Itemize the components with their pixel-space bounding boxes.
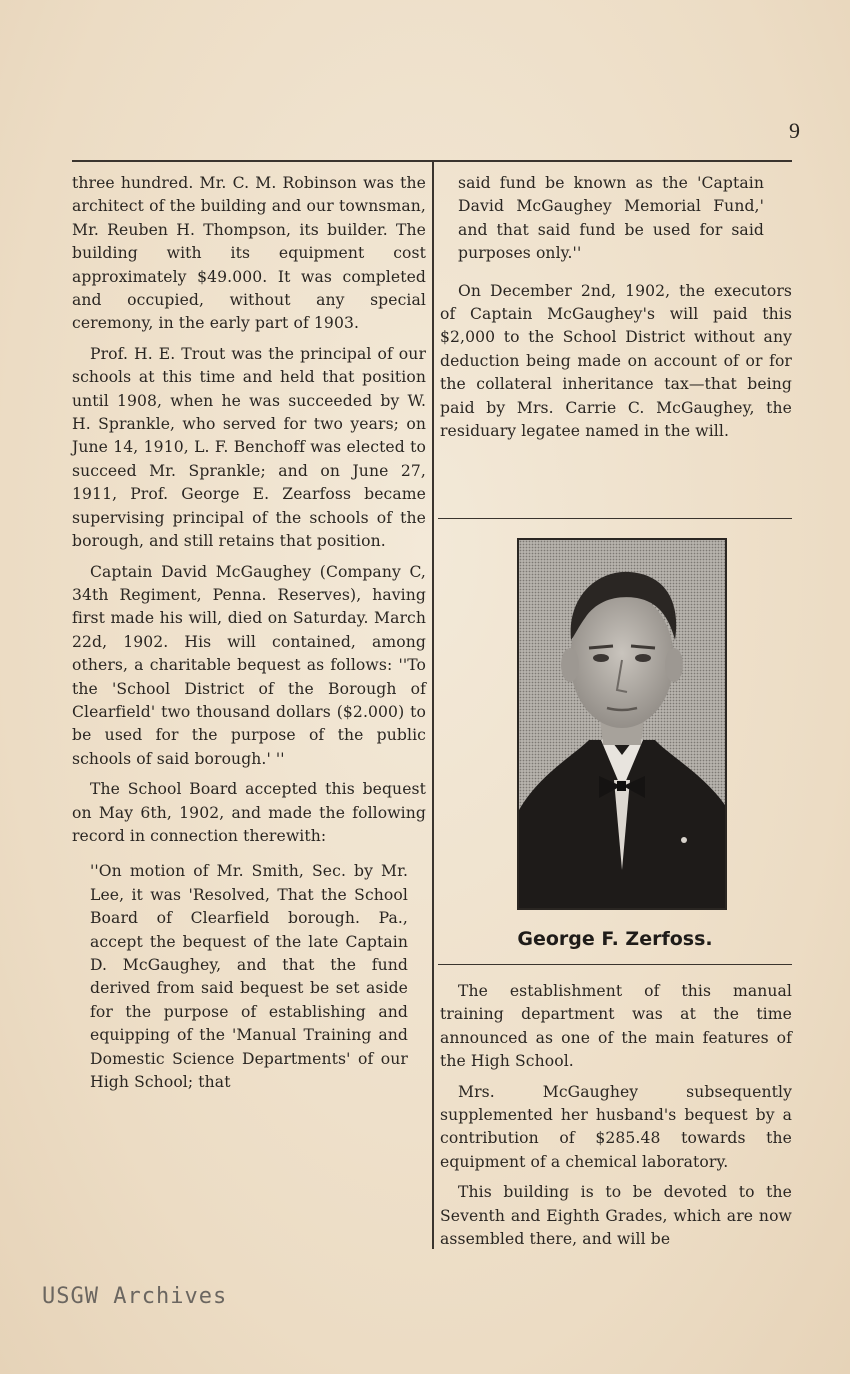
right-column-bottom — [440, 980, 792, 1258]
page-number: 9 — [789, 118, 800, 143]
paragraph: three hundred. Mr. C. M. Robinson was the architect of the building and our townsman, Mr. Reuben H. Thompson, its builder. The building with its equipment cost approximately $49.000. It was completed and occupied, without any special ceremony, in the early part of 1903. — [72, 174, 426, 333]
archive-watermark: USGW Archives — [42, 1284, 228, 1309]
paragraph: The School Board accepted this bequest on May 6th, 1902, and made the following record in connection therewith: — [72, 780, 426, 845]
resolution-quote — [72, 860, 426, 1094]
rule-below-caption — [438, 964, 792, 965]
rule-above-portrait — [438, 518, 792, 519]
paragraph: This building is to be devoted to the Seventh and Eighth Grades, which are now assembled there, and will be — [440, 1183, 792, 1249]
column-divider — [432, 162, 434, 1249]
right-column-top — [440, 172, 792, 450]
paragraph: Prof. H. E. Trout was the principal of our schools at this time and held that position until 1908, when he was succeeded by W. H. Sprankle, who served for two years; on June 14, 1910, L. F. Benchoff was elected to succeed Mr. Sprankle; and on June 27, 1911, Prof. George E. Zearfoss became supervising principal of the schools of the borough, and still retains that position. — [72, 344, 426, 551]
paragraph: The establishment of this manual training department was at the time announced as one of the main features of the High School. — [440, 982, 792, 1071]
left-column — [72, 172, 426, 1101]
quote-continued: said fund be known as the 'Captain David McGaughey Memorial Fund,' and that said fund be used for said purposes only.'' — [458, 174, 764, 263]
paragraph: Mrs. McGaughey subsequently supplemented her husband's bequest by a contribution of $285.48 towards the equipment of a chemical laboratory. — [440, 1082, 792, 1171]
portrait-photo — [517, 538, 727, 910]
portrait-caption: George F. Zerfoss. — [517, 928, 713, 950]
paragraph: On December 2nd, 1902, the executors of Captain McGaughey's will paid this $2,000 to the School District without any deduction being made on account of or for the collateral inheritance tax—that being paid by Mrs. Carrie C. McGaughey, the residuary legatee named in the will. — [440, 281, 792, 441]
paragraph: Captain David McGaughey (Company C, 34th Regiment, Penna. Reserves), having first made his will, died on Saturday. March 22d, 1902. His will contained, among others, a charitable bequest as follows: ''To the 'School District of the Borough of Clearfield' two thousand dollars ($2.000) to be used for the purpose of the public schools of said borough.' '' — [72, 562, 426, 768]
quote-text: ''On motion of Mr. Smith, Sec. by Mr. Lee, it was 'Resolved, That the School Board of Clearfield borough. Pa., accept the bequest of the late Captain D. McGaughey, and that the fund derived from said bequest be set aside for the purpose of establishing and equipping of the 'Manual Training and Domestic Science Departments' of our High School; that — [90, 862, 408, 1092]
